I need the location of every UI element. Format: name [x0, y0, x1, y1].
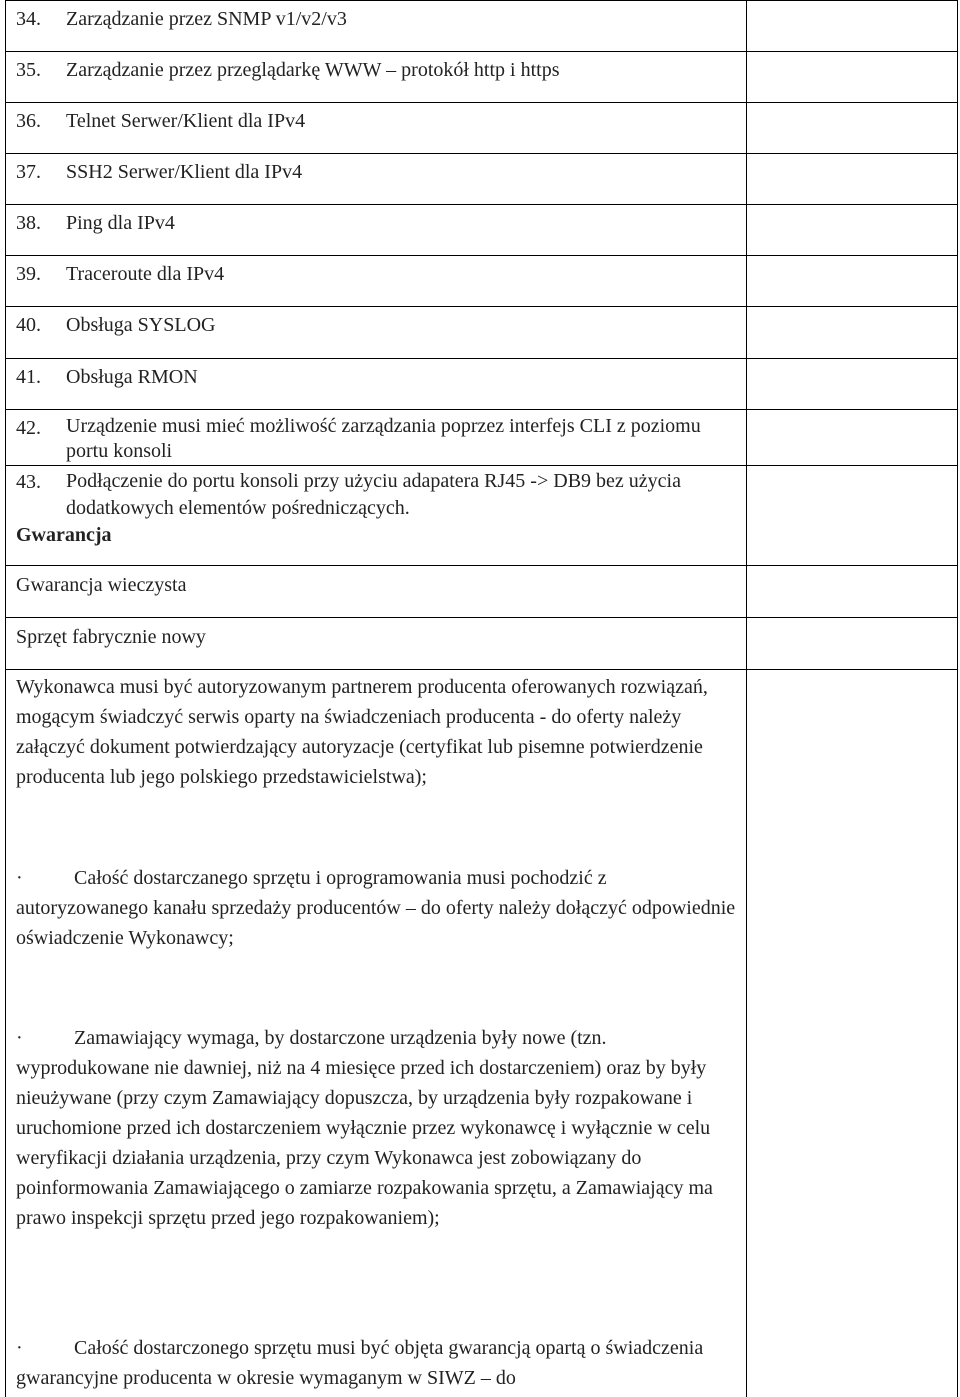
bullet-paragraph: [16, 1333, 736, 1393]
item-text: Ping dla IPv4: [66, 212, 175, 234]
bullet-mark: ·: [16, 1027, 23, 1049]
item-number: 41.: [16, 366, 41, 388]
item-number: 39.: [16, 263, 41, 285]
answer-cell[interactable]: [747, 410, 957, 465]
answer-cell[interactable]: [747, 618, 957, 669]
item-number: 36.: [16, 110, 41, 132]
item-text: Urządzenie musi mieć możliwość zarządzania poprzez interfejs CLI z poziomu portu konsoli: [66, 415, 701, 462]
item-text: Traceroute dla IPv4: [66, 263, 225, 285]
spec-row: [5, 154, 958, 205]
spec-row: [5, 0, 958, 52]
item-text: Podłączenie do portu konsoli przy użyciu adapatera RJ45 -> DB9 bez użycia dodatkowych elementów pośredniczących.: [66, 470, 681, 519]
spec-row: [5, 256, 958, 307]
spec-row: [5, 52, 958, 103]
item-text: Zarządzanie przez przeglądarkę WWW – protokół http i https: [66, 59, 560, 81]
spec-cell: [6, 618, 747, 669]
spec-cell: [6, 359, 747, 409]
spec-row: [5, 103, 958, 154]
bullet-paragraph: [16, 863, 736, 953]
spec-cell: [6, 1, 747, 51]
section-heading: Gwarancja: [16, 524, 112, 546]
requirements-row: [5, 670, 958, 1397]
answer-cell[interactable]: [747, 466, 957, 565]
spec-cell: [6, 307, 747, 358]
answer-cell[interactable]: [747, 307, 957, 358]
warranty-row: [5, 566, 958, 618]
answer-cell[interactable]: [747, 103, 957, 153]
item-text: Obsługa SYSLOG: [66, 314, 216, 336]
item-number: 37.: [16, 161, 41, 183]
answer-cell[interactable]: [747, 359, 957, 409]
spec-row: [5, 466, 958, 566]
answer-cell[interactable]: [747, 1, 957, 51]
item-text: SSH2 Serwer/Klient dla IPv4: [66, 161, 303, 183]
answer-cell[interactable]: [747, 670, 957, 1397]
item-text: Telnet Serwer/Klient dla IPv4: [66, 110, 306, 132]
item-number: 43.: [16, 471, 41, 493]
spec-row: [5, 410, 958, 466]
item-number: 42.: [16, 417, 41, 439]
spec-cell: [6, 205, 747, 255]
spec-cell: [6, 154, 747, 204]
answer-cell[interactable]: [747, 205, 957, 255]
spec-cell: [6, 103, 747, 153]
answer-cell[interactable]: [747, 52, 957, 102]
answer-cell[interactable]: [747, 154, 957, 204]
answer-cell[interactable]: [747, 256, 957, 306]
spec-cell: [6, 670, 747, 1397]
item-text: Zarządzanie przez SNMP v1/v2/v3: [66, 8, 347, 30]
authorization-paragraph: Wykonawca musi być autoryzowanym partnerem producenta oferowanych rozwiązań, mogącym świadczyć serwis oparty na świadczeniach producenta - do oferty należy załączyć dokument potwierdzający autoryzacje (certyfikat lub pisemne potwierdzenie producenta lub jego polskiego przedstawicielstwa);: [16, 676, 708, 788]
item-number: 38.: [16, 212, 41, 234]
warranty-row: [5, 618, 958, 670]
bullet-mark: ·: [16, 867, 23, 889]
spec-cell: [6, 256, 747, 306]
spec-cell: [6, 410, 747, 465]
item-number: 34.: [16, 8, 41, 30]
spec-cell: [6, 466, 747, 565]
bullet-text: Całość dostarczanego sprzętu i oprogramowania musi pochodzić z autoryzowanego kanału sprzedaży producentów – do oferty należy dołączyć odpowiednie oświadczenie Wykonawcy;: [16, 867, 736, 949]
spec-row: [5, 307, 958, 359]
bullet-mark: ·: [16, 1337, 23, 1359]
warranty-text: Sprzęt fabrycznie nowy: [16, 626, 206, 648]
bullet-paragraph: [16, 1023, 736, 1233]
spec-row: [5, 359, 958, 410]
warranty-text: Gwarancja wieczysta: [16, 574, 187, 596]
answer-cell[interactable]: [747, 566, 957, 617]
item-text: Obsługa RMON: [66, 366, 198, 388]
item-number: 35.: [16, 59, 41, 81]
bullet-text: Całość dostarczonego sprzętu musi być objęta gwarancją opartą o świadczenia gwarancyjne producenta w okresie wymaganym w SIWZ – do: [16, 1337, 704, 1389]
spec-cell: [6, 52, 747, 102]
spec-row: [5, 205, 958, 256]
bullet-text: Zamawiający wymaga, by dostarczone urządzenia były nowe (tzn. wyprodukowane nie dawniej, niż na 4 miesięce przed ich dostarczeniem) oraz by były nieużywane (przy czym Zamawiający dopuszcza, by urządzenia były rozpakowane i uruchomione przed ich dostarczeniem wyłącznie przez wykonawcę i wyłącznie w celu weryfikacji działania urządzenia, przy czym Wykonawca jest zobowiązany do poinformowania Zamawiającego o zamiarze rozpakowania sprzętu, a Zamawiający ma prawo inspekcji sprzętu przed jego rozpakowaniem);: [16, 1027, 713, 1229]
spec-cell: [6, 566, 747, 617]
item-number: 40.: [16, 314, 41, 336]
